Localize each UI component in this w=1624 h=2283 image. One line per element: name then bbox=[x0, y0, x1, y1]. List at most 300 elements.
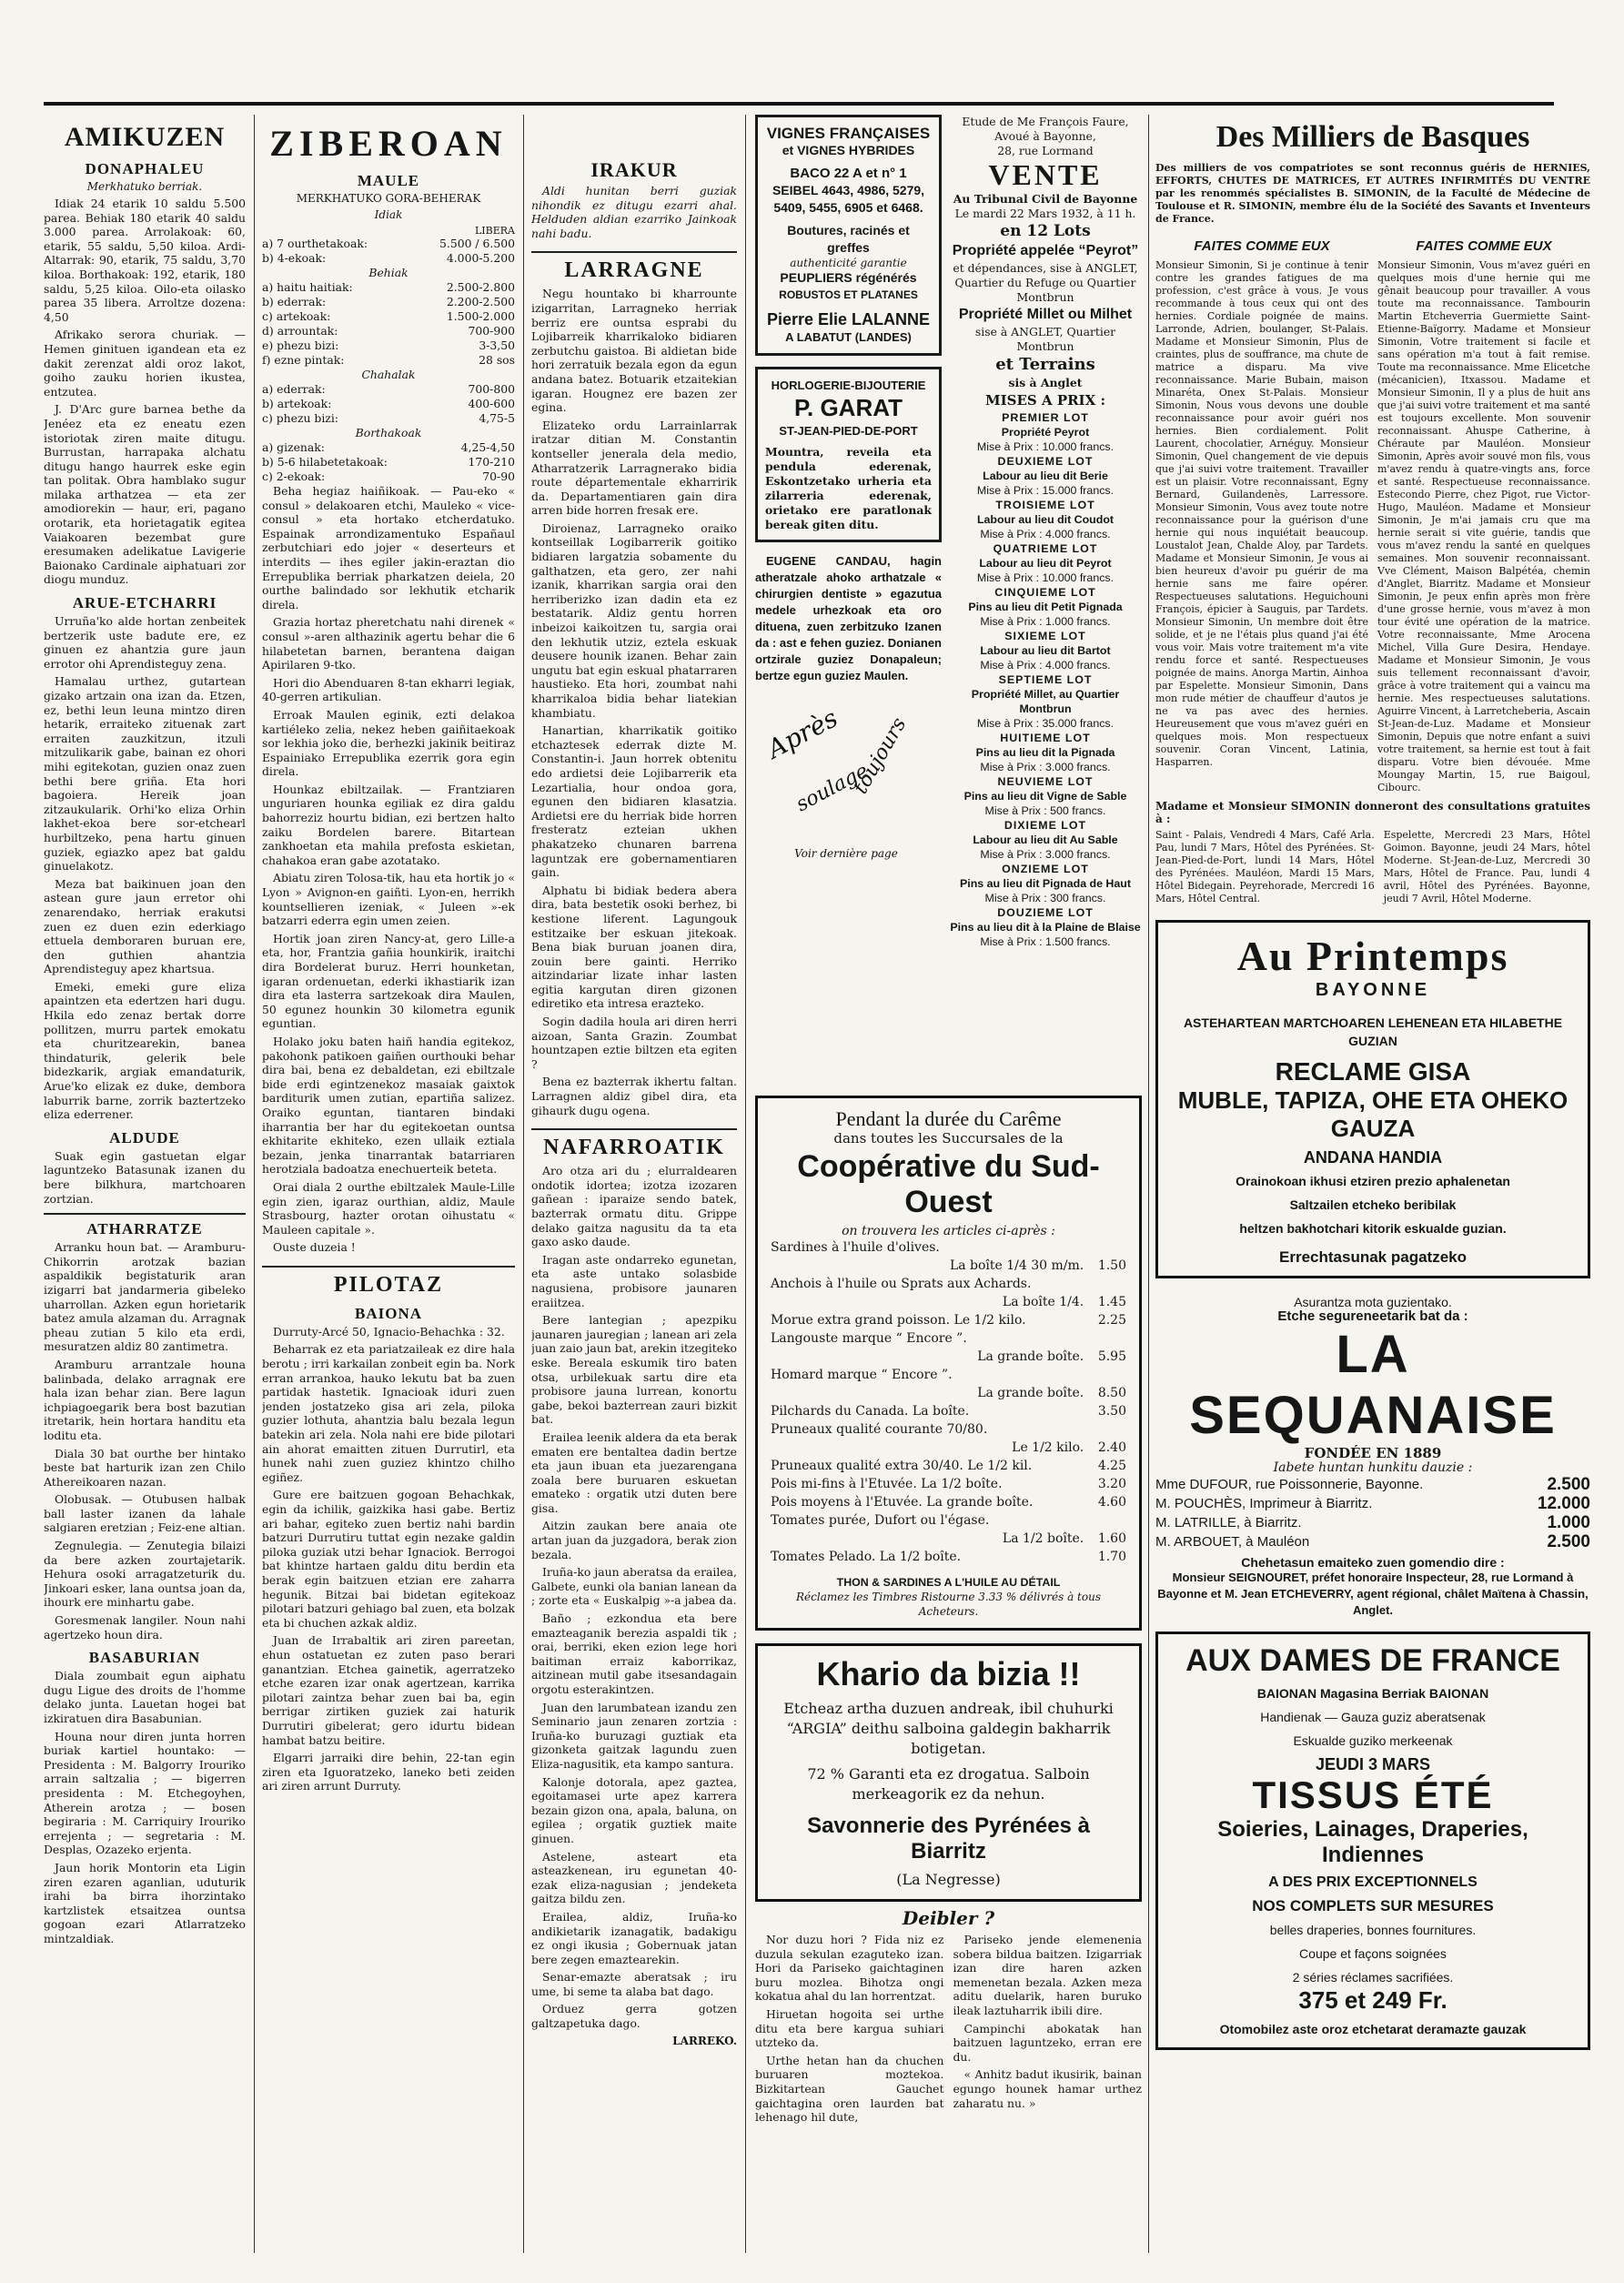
vente-line: sis à Anglet bbox=[1008, 376, 1083, 389]
price-row bbox=[771, 1366, 1126, 1384]
lot-item bbox=[949, 629, 1142, 672]
vente-line: et dépendances, sise à ANGLET, Quartier du Refuge ou Quartier Montbrun bbox=[953, 261, 1138, 304]
paragraph: Juan de Irrabaltik ari ziren pareetan, ehun ostatuetan ez zuten paso berari ganantzian. Etchea gainetik, agerratzeko etche ezaren izar onak agertzean, karrika pilotari zaintza behar zuen bai ba, egin berrigar zirtiken guziek zai haturik Durrutiri gibelerat; gero idurtu bidean hambat batzu beitire. bbox=[262, 1633, 515, 1747]
ad-line: Otomobilez aste oroz etchetarat deramazte gauzak bbox=[1219, 2022, 1527, 2036]
consult-dates: Espelette, Mercredi 23 Mars, Hôtel Goimon. Bayonne, jeudi 24 Mars, hôtel Moderne. St-Jean-de-Luz, Mercredi 30 Mars, Hôtel de France. Pau, lundi 4 avril, Hôtel des Pyrénées. Bayonne, jeudi 7 Avril, Hôtel Moderne. bbox=[1383, 829, 1590, 904]
paragraph: Erailea leenik aldera da eta berak ematen ere bentaltea dadin bertze eta jaun ibuan eta juezarengana zoala bere buruaren eskuetan emateko : orgatik utzi duten bere gisa. bbox=[531, 1429, 737, 1515]
paragraph: Aramburu arrantzale houna balinbada, delako arragnak ere hala izan behar zian. Bere lagun ichpiagoegarik bera bost bazutian itretarik, hein hortara handitu eta loditu eta. bbox=[44, 1357, 246, 1442]
ad-title: Au Printemps bbox=[1236, 933, 1509, 979]
paragraph: Erroak Maulen eginik, ezti delakoa kartiéleko zelia, nekez heben gaiñitaekoak sor lekhia joko die, berhezki jakinik beitiraz Espainiako Errepublika ezerrik gora egin direla. bbox=[262, 707, 515, 779]
ad-line: ST-JEAN-PIED-DE-PORT bbox=[779, 424, 918, 438]
claim-amount: 2.500 bbox=[1547, 1475, 1590, 1494]
item-label: Pois mi-fins à l'Etuvée. La 1/2 boîte. bbox=[771, 1477, 1003, 1491]
paragraph: Diala zoumbait egun aiphatu dugu Ligue des droits de l'homme delako junta. Lauetan hogei bat izkiratuen dira Basabunian. bbox=[44, 1669, 246, 1725]
claim-row bbox=[1155, 1513, 1590, 1532]
ad-line: Coupe et façons soignées bbox=[1299, 1946, 1447, 1961]
lot-item bbox=[949, 731, 1142, 774]
table-caption: Idiak bbox=[374, 208, 403, 221]
ad-line: Pendant la durée du Carême bbox=[835, 1107, 1062, 1130]
lot-price: Mise à Prix : 1.500 francs. bbox=[980, 935, 1111, 948]
ad-line: Chehetasun emaiteko zuen gomendio dire : bbox=[1241, 1555, 1505, 1570]
item-label: La boîte 1/4 30 m/m. bbox=[949, 1258, 1084, 1273]
subsection-title: PILOTAZ bbox=[262, 1266, 515, 1298]
item-price bbox=[1084, 1366, 1126, 1384]
lot-price: Mise à Prix : 10.000 francs. bbox=[976, 571, 1115, 584]
lot-price: Mise à Prix : 500 francs. bbox=[984, 804, 1106, 817]
ad-line: P. GARAT bbox=[794, 394, 903, 421]
ad-line: Savonnerie des Pyrénées à Biarritz bbox=[807, 1813, 1090, 1864]
lot-number: DEUXIEME LOT bbox=[997, 455, 1094, 468]
paragraph: Iragan aste ondarreko egunetan, eta aste untako solasbide nagusiena, probisore jaunaren eraiitzea. bbox=[531, 1252, 737, 1309]
testimonial-text: Monsieur Simonin, Vous m'avez guéri en quelques mois d'une hernie qui me gênait beaucoup pour travailler. A vous toute ma reconnaissance. Tambourin Martin Etcheverria Guermiette Saint-Etienne-Baïgorry. Madame et Monsieur Simonin, Votre traitement si facile et sans opération m'a tout à fait remise. Toute ma reconnaissance. Mme Elicetche (mécanicien), Itxassou. Madame et Monsieur Simonin, Il y a plus de huit ans que j'ai suivi votre traitement et ma santé est toujours excellente. Mon souvenir reconnaissant. Ahuspe Catherine, à Chéraute par Mauléon. Monsieur Simonin, Après avoir souvé mon fils, vous m'avez rendu à quatre-vingts ans, force et santé. Respectueuse reconnaissance. Estecondo Pierre, chez Pigot, rue Victor-Hugo, Mauléon. Madame et Monsieur Simonin, Je m'ai jamais cru que ma hernie serait si vite guérie, tandis que vous m'avez rendu la santé en quelques semaines. Mon souvenir reconnaissant. Vve Clément, Maison Balpétéa, chemin d'Anglet, Biarritz. Madame et Monsieur Simonin, Je peux enfin après mon frère d'une grosse hernie, vous m'avez à mon tour évité une opération de la matrice. Votre reconnaissante, Mme Arocena Michel, Villa Gure Desira, Hendaye. Madame et Monsieur Simonin, Je vous suis tellement reconnaissant d'avoir, grâce à votre traitement qui a vaincu ma hernie. Mes respectueuses salutations. Aguirre Vincent, à Larretcheberia, Ascain St-Jean-de-Luz. Madame et Monsieur Simonin, Depuis que notre enfant a suivi votre traitement, sa hernie est tout à fait disparu. Votre bien dévouée. Mme Moungay Martin, 15, rue Baigoul, Cibourc. bbox=[1377, 259, 1590, 793]
paragraph: Holako joku baten haiñ handia egitekoz, pakohonk patikoen gaiñen ourthouki behar dira bai, bena ez debaldetan, ezi ebiltzale bide erdi egintzenekoz masaiak gaixtok barditurik umen zutian, epartiña salizez. Oraiko eguntan, tiantaren bindaki iharrantia ber har du egitekoetan ountsa ekhitarite ekhiteko, ezen ullaik eztiala bezain, jenka tinarrantak batarriaren herotziala badoatza enechuerteik beteta. bbox=[262, 1034, 515, 1177]
item-price bbox=[1084, 1511, 1126, 1530]
signature: LARREKO. bbox=[672, 2034, 737, 2047]
paragraph: Aldi hunitan berri guziak nihondik ez ditugu ezarri ahal. Helduden aldian ezarriko Jainkoak nahi badu. bbox=[531, 184, 737, 240]
ad-line: Saltzailen etcheko beribilak bbox=[1289, 1197, 1457, 1212]
vente-notice bbox=[949, 115, 1142, 1079]
lot-number: PREMIER LOT bbox=[1002, 411, 1089, 424]
paragraph: Gure ere baitzuen gogoan Behachkak, egin da ichilik, gaizkika hasi gabe. Bertiz ari bahar, egiteko zuen bertiz nahi bardin batzuri Durrutiru tuttat egin nezake galdin piloka guziak utzi behar Ignaciok. Berrogoi bat khintze hartaen galdu ditu berdin eta berak egin baitzuen etzian ere zaharra hegunik. Bitzai bai bidetan egitekoaz pilotari batzuri gehiago bal zuen, eta bolzak eta bi chuchen azkak aldiz. bbox=[262, 1488, 515, 1630]
item-label: La grande boîte. bbox=[977, 1349, 1084, 1364]
lot-description: Labour au lieu dit Berie bbox=[983, 470, 1108, 482]
item-price: 1.60 bbox=[1097, 1531, 1126, 1546]
item-label: Anchois à l'huile ou Sprats aux Achards. bbox=[771, 1277, 1032, 1291]
subsection-title: IRAKUR bbox=[590, 158, 678, 181]
table-row bbox=[262, 368, 515, 382]
table-row bbox=[262, 324, 515, 338]
paragraph: Astelene, asteart eta asteazkenean, iru egunetan 40-ezak eliza-nagusian ; jendeketa gaitza bildu zen. bbox=[531, 1849, 737, 1906]
ad-title: LA SEQUANAISE bbox=[1189, 1325, 1557, 1445]
item-price bbox=[1084, 1275, 1126, 1293]
script-note: Voir dernière page bbox=[794, 847, 898, 860]
row-value: 4,25-4,50 bbox=[460, 440, 515, 454]
lot-description: Labour au lieu dit Bartot bbox=[980, 644, 1111, 657]
claim-row bbox=[1155, 1532, 1590, 1551]
item-label: Pilchards du Canada. La boîte. bbox=[771, 1404, 970, 1419]
item-price: 3.20 bbox=[1097, 1477, 1126, 1491]
lots-list bbox=[949, 410, 1142, 949]
careme-ad bbox=[755, 1096, 1142, 1631]
item-label: Pruneaux qualité extra 30/40. Le 1/2 kil. bbox=[771, 1459, 1033, 1473]
paragraph: Jaun horik Montorin eta Ligin ziren ezaren aganlian, uduturik irahi ba birra ihorzintako kartzlistek etsaitzea ountsa gogoan ezari Atlarratzeko mintzaldiak. bbox=[44, 1860, 246, 1945]
item-price bbox=[1084, 1238, 1126, 1257]
row-value: 28 sos bbox=[479, 353, 515, 367]
printemps-ad bbox=[1155, 920, 1590, 1278]
paragraph: Orai diala 2 ourthe ebiltzalek Maule-Lille egin zien, igaraz ourthian, aldiz, Maule Strasbourg, hazter orotan oihustatu « Mauleen capitale ». bbox=[262, 1179, 515, 1237]
paragraph: Beharrak ez eta pariatzaileak ez dire hala berotu ; irri karkailan zonbeit egin ba. Nork erran arrankoa, hauko lekutu bat ba zuen partidak hastetik. Ignacioak iduri zuen jenden jostatzeko gisa ari zela, piloka guzier lothuta, ahantzia balu bezala legun batekin ari zela. Nola nahi ere bide pilotari ain ahorat emaitten zituen Durrutirl, eta hunek nahi zuen guziez khintzo chilho egiñez. bbox=[262, 1342, 515, 1484]
paragraph: J. D'Arc gure barnea bethe da Jenéez eta ez eneatu ezen istoriotak ziren maite ditugu. Burrustan, harrapaka alchatu ditugu hango haurrek eske egin tan politak. Obra hamblako sugur milaka arthatzea — eta zer amodiorekin — haur, eri, pagano orotarik, eta horietagatik egitea Vaiakoaren bezembat gure eresumaken adelikatue Lavigerie Baionako Cardinale aiphatuari zor diogu munduz. bbox=[44, 402, 246, 587]
price-row bbox=[771, 1439, 1126, 1457]
vente-line: Propriété Millet ou Milhet bbox=[958, 307, 1133, 322]
lot-item bbox=[949, 905, 1142, 949]
ad-line: Asurantza mota guzientako. bbox=[1294, 1295, 1452, 1309]
item-price: 8.50 bbox=[1097, 1386, 1126, 1400]
script-word: soulage bbox=[792, 759, 873, 817]
table-row bbox=[262, 353, 515, 368]
lot-number: NEUVIEME LOT bbox=[997, 775, 1094, 788]
subsection-title: DONAPHALEU bbox=[85, 160, 205, 177]
top-rule bbox=[44, 102, 1554, 106]
paragraph: Afrikako serora churiak. — Hemen ginituen igandean eta ez dakit zerenzat aldi oroz lakot, goiho zauku horien ikustea, entzutea. bbox=[44, 328, 246, 399]
item-label: Langouste marque “ Encore ”. bbox=[771, 1331, 967, 1346]
column-rule bbox=[254, 115, 255, 2253]
ad-line: PEUPLIERS régénérés bbox=[780, 270, 917, 285]
item-label: Pruneaux qualité courante 70/80. bbox=[771, 1422, 988, 1437]
paragraph: Erailea, aldiz, Iruña-ko andikietarik izanagatik, badakigu ez ongi ikusia ; Gobernuak jatan bere zegen emaztearekin. bbox=[531, 1909, 737, 1966]
paragraph: Hamalau urthez, gutartean gizako artzain ona izan da. Etzen, ez, bethi leun leuna mintzo diren hetarik, erraiteko zituenak zart erraiten zauzkitzun, itzuli mitzulikarik gabe, bainan ez ohori mihi egitekotan, guzien onaz zuen bethi bere griña. Eta hori bagoiera. Hereik joan zitzaukularik. Orhi'ko eliza Orhin lakhet-ekoa bere sor-etchearl hurbiltzeko, pena hartu ginuen guziek, egiazko apez bat galdu ginuelakotz. bbox=[44, 674, 246, 874]
row-value: 170-210 bbox=[468, 455, 515, 469]
row-label: b) 4-ekoak: bbox=[262, 251, 327, 265]
lot-price: Mise à Prix : 35.000 francs. bbox=[976, 717, 1115, 730]
paragraph: Senar-emazte aberatsak ; iru ume, bi seme ta alaba bat dago. bbox=[531, 1970, 737, 1998]
coop-name: Coopérative du Sud-Ouest bbox=[797, 1149, 1100, 1219]
vente-line: Le mardi 22 Mars 1932, à 11 h. bbox=[954, 207, 1136, 220]
paragraph: Nor duzu hori ? Fida niz ez duzula sekulan ezaguteko izan. Hori da Pariseko gaichtaginen buru mozlea. Bihotza ongi kokatua ahal du lan horrentzat. bbox=[755, 1933, 944, 2004]
item-price: 1.50 bbox=[1097, 1258, 1126, 1273]
lot-description: Propriété Peyrot bbox=[1001, 426, 1090, 439]
lot-description: Pins au lieu dit la Pignada bbox=[975, 746, 1115, 759]
ad-line: 375 et 249 Fr. bbox=[1298, 1986, 1447, 2014]
paragraph: Bere lantegian ; apezpiku jaunaren jauregian ; lanean ari zela juan zaio jaun bat, arekin itzegiteko eske. Bereala eskumik tiro baten otsa, urbilekuak sartu dire eta probisore jauna lurrean, konortu gabe, bekoi bazterrean zauri bizkit bat. bbox=[531, 1313, 737, 1427]
row-value: 70-90 bbox=[482, 470, 515, 483]
column-ziberoan bbox=[262, 115, 515, 2253]
price-row bbox=[771, 1530, 1126, 1548]
ad-line: HORLOGERIE-BIJOUTERIE bbox=[771, 379, 926, 392]
ad-line: JEUDI 3 MARS bbox=[1315, 1755, 1431, 1773]
price-row bbox=[771, 1348, 1126, 1366]
paragraph: Durruty-Arcé 50, Ignacio-Behachka : 32. bbox=[273, 1324, 505, 1338]
paragraph: Campinchi abokatak han baitzuen laguntzeko, erran ere du. bbox=[953, 2021, 1142, 2064]
item-price bbox=[1084, 1329, 1126, 1348]
row-value: Chahalak bbox=[361, 368, 416, 381]
testimonial-text: Monsieur Simonin, Si je continue à tenir contre les grandes fatigues de ma profession, c'est grâce à vous. Je vous recommande à tous ceux qui ont des hernies. Cordiale poignée de mains. Larronde, Adrien, boulanger, St-Palais. Madame et Monsieur Simonin, Plus de craintes, plus de souffrance, ma chute de matrice a disparu. Ma vive reconnaissance. Marie Bubain, maison Minaréta, Onex St-Palais. Monsieur Simonin, Nous vous devons une double reconnaissance pour avoir guéri nos hernies. Bien cordialement. Polit Laurent, chocolatier, Arnéguy. Monsieur Simonin, Quel changement de vie depuis que j'ai suivi votre traitement. Travailler est un plaisir. Votre reconnaissant, Egny Bernard, Guilandenès, Larressore. Monsieur Simonin, Vous avez toute notre reconnaissance pour la guérison d'une hernie qui nous inquiétait beaucoup. Loustalot Jean, Chalde Aloy, par Tardets. Madame et Monsieur Simonin, Je vous ai bien heureux d'avoir pu guérir de ma hernie sans me faire opérer. Respectueuses salutations. Heguichouni François, épicier à Sauguis, par Tardets. Monsieur Simonin, Un membre doit être solide, et je ne l'étais plus quand j'ai été vous voir. Mais votre traitement m'a vite rendu force et santé. Respectueuses poignée de mains. Anorga Martin, Ainhoa par Espelette. Monsieur Simonin, Dans mon rude métier de chauffeur d'autos je ne va pas avec des hernies. Heureusement que vous m'avez guéri en quelques mois. Mon respectueux souvenir. Coran Vincent, Latinia, Hasparren. bbox=[1155, 259, 1368, 768]
paragraph: Ouste duzeia ! bbox=[273, 1240, 356, 1255]
price-row bbox=[771, 1548, 1126, 1566]
ad-line: Pierre Elie LALANNE bbox=[766, 310, 931, 328]
paragraph: Iruña-ko jaun aberatsa da erailea, Galbete, eunki ola banian lanean da ; zorte eta « Euskalpig »-a jabea da. bbox=[531, 1565, 737, 1608]
paragraph: Elgarri jarraiki dire behin, 22-tan egin ziren eta Iguoratzeko, laneko beti zeiden ari ziren arrunt Durruty. bbox=[262, 1751, 515, 1793]
row-label: b) 5-6 hilabetetakoak: bbox=[262, 455, 388, 469]
row-value: Behiak bbox=[368, 266, 409, 279]
row-value: 3-3,50 bbox=[479, 338, 515, 352]
paragraph: Elizateko ordu Larrainlarrak iratzar ditian M. Constantin kontseller jenerala dela medio, Atharratzerik Larragnerako bidia route départementale ekharririk da. Departamentiaren gain dira arren bide horren fresak ere. bbox=[531, 418, 737, 518]
paragraph: Diroienaz, Larragneko oraiko kontseillak Logibarrerik goitiko bidiaren largatzia sobamente du galthatzen, eta gero, zer nahi izanik, kharrikan sargia orai den herriberizko izan dadin eta ez bestatarik. Aldiz gentu horren inbeizoi kaikoitzen tu, sargia orai den lekhutik utziz, eztela eskuak deusere hounik izanen. Behar zain ungutu bat egin eskual phatarraren haustieko. Eta hori, zoumbat nahi kharrikaloa bidia behar liatekian khambiatu. bbox=[531, 520, 737, 720]
paragraph: Grazia hortaz pheretchatu nahi direnek « consul »-aren althazinik agertu behar die 6 hilabetetan barnen, berantena daigan Apirilaren 9-tko. bbox=[262, 615, 515, 672]
item-label: Sardines à l'huile d'olives. bbox=[771, 1240, 940, 1255]
paragraph: Kalonje dotorala, apez gaztea, egoitamasei urte apez karrera bezain gizon ona, apala, baluna, on egilea ; orgatik guztiek maite ginuen. bbox=[531, 1774, 737, 1845]
paragraph: Suak egin gastuetan elgar laguntzeko Batasunak izanen du bere bilkhura, martchoaren zortzian. bbox=[44, 1148, 246, 1206]
item-label: La boîte 1/4. bbox=[1002, 1295, 1084, 1309]
price-row bbox=[771, 1311, 1126, 1329]
item-price: 1.70 bbox=[1097, 1550, 1126, 1564]
vente-line: sise à ANGLET, Quartier Montbrun bbox=[974, 325, 1116, 353]
vente-line: Etude de Me François Faure, bbox=[962, 115, 1129, 128]
consult-intro: Madame et Monsieur SIMONIN donneront des consultations gratuites à : bbox=[1155, 800, 1590, 825]
paragraph: Arranku houn bat. — Aramburu-Chikorrin arotzak bazian aspaldikik begistaturik aran izigarri bat jandarmeria gibeleko uharrollan. Azken egun horietarik batez amula alzaman du. Arragnak pheau zutian 5 kilo eta erdi, mesuratzen aldiz 80 zantimetra. bbox=[44, 1240, 246, 1354]
paragraph: Aitzin zaukan bere anaia ote artan juan da juzgadora, berak zion bezala. bbox=[531, 1519, 737, 1561]
claim-name: M. POUCHÈS, Imprimeur à Biarritz. bbox=[1155, 1496, 1373, 1511]
claim-name: M. LATRILLE, à Biarritz. bbox=[1155, 1515, 1302, 1530]
lot-number: SIXIEME LOT bbox=[1004, 630, 1086, 642]
paragraph: Hori dio Abenduaren 8-tan ekharri legiak, 40-gerren artikulian. bbox=[262, 675, 515, 704]
newspaper-page bbox=[44, 102, 1590, 2258]
table-row bbox=[262, 280, 515, 295]
paragraph: Hanartian, kharrikatik goitiko etchaztesek ederrak dizte M. Constantin-i. Jaun horrek obtenitu edo ardietsi deie Lojibarrerik eta Lezartialia, hour ondoa gora, egunen den bidiaren klasatzia. Ardietsi ere du herriak bide horren fresteratz ezteian ukhen phakatzeko chunaren barrena laguntzak ere gobernamentiaren gain. bbox=[531, 723, 737, 880]
vente-line: 28, rue Lormand bbox=[997, 144, 1094, 157]
ad-line: Réclamez les Timbres Ristourne 3.33 % délivrés à tous Acheteurs. bbox=[796, 1591, 1101, 1618]
column-rule bbox=[523, 115, 524, 2253]
row-value: 4.000-5.200 bbox=[446, 251, 515, 265]
column-irakur bbox=[531, 115, 737, 2253]
script-word: toujours bbox=[849, 713, 912, 798]
price-row bbox=[771, 1420, 1126, 1439]
item-price: 4.60 bbox=[1097, 1495, 1126, 1510]
paragraph: Urthe hetan han da chuchen buruaren moztekoa. Bizkitartean Gauchet gaichtagina oren laurden bat lehenago hil dute, bbox=[755, 2053, 944, 2125]
ad-line: RECLAME GISA bbox=[1275, 1057, 1471, 1086]
paragraph: Goresmenak langiler. Noun nahi agertzeko houn dira. bbox=[44, 1613, 246, 1642]
table-head: LIBERA bbox=[475, 225, 515, 237]
subsection-title: BASABURIAN bbox=[88, 1649, 201, 1667]
ad-line: Mountra, reveila eta pendula ederenak, Eskontzetako urheria eta zilarreria ederenak, orietako ere paratlonak bereak giten ditu. bbox=[765, 445, 932, 531]
dames-de-france-ad bbox=[1155, 1631, 1590, 2050]
claims-table bbox=[1155, 1475, 1590, 1551]
lot-price: Mise à Prix : 3.000 francs. bbox=[980, 848, 1111, 861]
consult-list bbox=[1155, 829, 1590, 905]
paragraph: Diala 30 bat ourthe ber hintako beste bat harturik izan zen Chilo Athereikoaren nazan. bbox=[44, 1446, 246, 1489]
subsection-title: LARRAGNE bbox=[531, 251, 737, 283]
item-price: 2.25 bbox=[1097, 1313, 1126, 1328]
paragraph: Beha hegiaz haiñikoak. — Pau-eko « consul » delakoaren etchi, Mauleko « vice-consul » eta hortako etcherdatuko. Espainak arrondizamentuko Españaul zerbutchiari edo jojer « deserteurs et interdits — ihes egiler jakin-eraztan dio Errepublika berriak pharkatzen deiela, 20 ourthe balindado sor lekhutik etcharik direla. bbox=[262, 484, 515, 611]
row-label: a) ederrak: bbox=[262, 382, 326, 396]
ad-line: VIGNES FRANÇAISES bbox=[766, 125, 931, 142]
vente-line: MISES A PRIX : bbox=[985, 392, 1105, 409]
table-row bbox=[262, 338, 515, 353]
item-label: Morue extra grand poisson. Le 1/2 kilo. bbox=[771, 1313, 1026, 1328]
ad-line: SEIBEL 4643, 4986, 5279, 5409, 5455, 6905 et 6468. bbox=[772, 183, 925, 215]
lot-description: Labour au lieu dit Coudot bbox=[976, 513, 1115, 526]
row-value: Borthakoak bbox=[355, 426, 422, 439]
ad-line: BAYONNE bbox=[1315, 980, 1431, 1000]
ad-line: belles draperies, bonnes fournitures. bbox=[1269, 1923, 1477, 1937]
ad-line: Etche segureneetarik bat da : bbox=[1277, 1308, 1468, 1324]
subsection-title: MAULE bbox=[357, 172, 420, 189]
ad-line: Boutures, racinés et greffes bbox=[787, 223, 910, 255]
subsection-title: ATHARRATZE bbox=[44, 1213, 246, 1238]
lot-price: Mise à Prix : 4.000 francs. bbox=[980, 528, 1111, 540]
item-label: Pois moyens à l'Etuvée. La grande boîte. bbox=[771, 1495, 1034, 1510]
row-label: c) phezu bizi: bbox=[262, 411, 338, 425]
row-label: a) 7 ourthetakoak: bbox=[262, 237, 368, 250]
lot-item bbox=[949, 774, 1142, 818]
item-label: Homard marque “ Encore ”. bbox=[771, 1368, 953, 1382]
lot-description: Pins au lieu dit à la Plaine de Blaise bbox=[950, 921, 1141, 934]
lot-description: Pins au lieu dit Petit Pignada bbox=[968, 601, 1123, 613]
lot-description: Pins au lieu dit Pignada de Haut bbox=[960, 877, 1131, 890]
row-value: 400-600 bbox=[468, 397, 515, 410]
ad-line: Iabete huntan hunkitu dauzie : bbox=[1273, 1460, 1473, 1475]
item-label: Tomates Pelado. La 1/2 boîte. bbox=[771, 1550, 962, 1564]
ad-line: Soieries, Lainages, Draperies, Indiennes bbox=[1217, 1817, 1528, 1867]
ad-title: Khario da bizia !! bbox=[816, 1655, 1081, 1692]
section-title: ZIBEROAN bbox=[269, 123, 508, 164]
column-ads bbox=[755, 115, 942, 1079]
subsection-title: ARUE-ETCHARRI bbox=[72, 594, 217, 612]
paragraph: Olobusak. — Otubusen halbak ball laster izanen da lahale salgiaren eretzian ; Feiz-ene altian. bbox=[44, 1492, 246, 1535]
lot-number: CINQUIEME LOT bbox=[994, 586, 1096, 599]
claim-name: Mme DUFOUR, rue Poissonnerie, Bayonne. bbox=[1155, 1477, 1424, 1492]
item-label: La 1/2 boîte. bbox=[1002, 1531, 1084, 1546]
paragraph: Zegnulegia. — Zenutegia bilaizi da bere azken zourtajetarik. Hehura osoki arragatzeturik du. Jinkoari esker, lana ountsa joan da, ihourk ere minhartu gabe. bbox=[44, 1539, 246, 1610]
garat-ad bbox=[755, 367, 942, 542]
row-value: 5.500 / 6.500 bbox=[439, 237, 515, 250]
item-label: Le 1/2 kilo. bbox=[1012, 1440, 1084, 1455]
ad-line: on trouvera les articles ci-après : bbox=[842, 1224, 1055, 1238]
price-row bbox=[771, 1402, 1126, 1420]
table-row bbox=[262, 397, 515, 411]
vente-line: Au Tribunal Civil de Bayonne bbox=[953, 192, 1138, 206]
consult-dates: Saint - Palais, Vendredi 4 Mars, Café Arla. Pau, lundi 7 Mars, Hôtel des Pyrénées. St-Jean-Pied-de-Port, lundi 14 Mars, Hôtel des Pyrénées. Mauléon, Mardi 15 Mars, Hôtel Bidegain. Peyrehorade, Mercredi 16 Mars, Hôtel Central. bbox=[1155, 829, 1375, 904]
script-word: Après bbox=[762, 702, 843, 765]
deibler-article bbox=[755, 1933, 1142, 2128]
ad-line: THON & SARDINES A L'HUILE AU DÉTAIL bbox=[836, 1576, 1061, 1589]
paragraph: Abiatu ziren Tolosa-tik, hau eta hortik jo « Lyon » Avignon-en gaiñti. Lyon-en, herrikh kountsellieren izeniak, « Juleen »-ek batzarri ederra egin umen zeien. bbox=[262, 871, 515, 928]
vente-line: Propriété appelée “Peyrot” bbox=[952, 243, 1139, 258]
subsection-subtitle: Merkhatuko berriak. bbox=[86, 180, 203, 193]
vente-line: Avoué à Bayonne, bbox=[994, 129, 1096, 143]
ad-line: A DES PRIX EXCEPTIONNELS bbox=[1268, 1874, 1478, 1890]
item-price: 4.25 bbox=[1097, 1459, 1126, 1473]
claim-row bbox=[1155, 1494, 1590, 1513]
ad-line: Etcheaz artha duzuen andreak, ibil chuhurki “ARGIA” deithu salboina galdegin bakharrik botigetan. bbox=[783, 1700, 1114, 1757]
ad-line: 72 % Garanti eta ez drogatua. Salboin merkeagorik ez da nehun. bbox=[807, 1765, 1090, 1803]
testimonial-title: FAITES COMME EUX bbox=[1416, 238, 1552, 254]
testimonials bbox=[1155, 233, 1590, 794]
table-row bbox=[262, 295, 515, 309]
ad-line: heltzen bakhotchari kitorik eskualde guzian. bbox=[1239, 1221, 1507, 1236]
row-label: a) haitu haitiak: bbox=[262, 280, 353, 294]
table-row bbox=[262, 266, 515, 280]
claim-name: M. ARBOUET, à Mauléon bbox=[1155, 1534, 1310, 1550]
vente-line: en 12 Lots bbox=[1000, 222, 1091, 240]
table-row bbox=[262, 455, 515, 470]
table-row bbox=[262, 309, 515, 324]
paragraph: Urruña'ko alde hortan zenbeitek bertzerik uste badute ere, ez ginuen ez ahantzia gure jaun errotor ohi Aprendisteguy zena. bbox=[44, 614, 246, 671]
ad-line: FONDÉE EN 1889 bbox=[1304, 1445, 1442, 1461]
dentist-notice: EUGENE CANDAU, hagin atheratzale ahoko arthatzale « chirurgien dentiste » egazutua medele urhezkoak eta oro dituena, zuen zerbitzuko Izanen da : ast e fehen guziez. Donianen ortzirale guziez Donapaleun; bertze egun guziez Maulen. bbox=[755, 554, 942, 682]
paragraph: Alphatu bi bidiak bedera abera dira, bata bestetik osoki berhez, bi kestione liferent. Lagungouk estitzaike ber eskuan jitekoak. Bena biak buruan joanen dira, zouin bere gainti. Herriko aitzindariar lizate inhar lasten egitia kargutan diren gizonen ediretiko eta intresa erazteko. bbox=[531, 883, 737, 1011]
lot-description: Labour au lieu dit Au Sable bbox=[973, 833, 1118, 846]
paragraph: Hiruetan hogoita sei urthe ditu eta bere kargua suhiari utzteko da. bbox=[755, 2006, 944, 2050]
column-rule bbox=[1148, 115, 1149, 2253]
sequanaise-ad bbox=[1155, 1295, 1590, 1619]
price-row bbox=[771, 1275, 1126, 1293]
paragraph: Baño ; ezkondua eta bere emazteaganik berezia aspaldi tik ; orai, berriki, eken ezion lege hori baitiman erraiz kaborrikaz, aitzinean mutil gabe itsesandagain orgotu esterakintzen. bbox=[531, 1611, 737, 1696]
lot-number: TROISIEME LOT bbox=[995, 499, 1095, 511]
lot-price: Mise à Prix : 10.000 francs. bbox=[976, 440, 1115, 453]
paragraph: Bena ez bazterrak ikhertu faltan. Larragnen aldiz gibel dira, eta gihaurk dugu ogena. bbox=[531, 1075, 737, 1117]
paragraph: Hounkaz ebiltzailak. — Frantziaren unguriaren hounka egiliak ez dira galdu bahorreziz hourtu bidian, ezi bertzen halto zaiku Bordelen barere. Bitartean zankhoetan eta mahila prefosta eskietan, chahakoa eran gabe azotatako. bbox=[262, 782, 515, 867]
price-row bbox=[771, 1475, 1126, 1493]
column-amikuzen bbox=[44, 115, 246, 2253]
market-table bbox=[262, 237, 515, 484]
ad-line: MUBLE, TAPIZA, OHE ETA OHEKO GAUZA bbox=[1177, 1086, 1569, 1142]
vines-ad bbox=[755, 115, 942, 356]
row-label: c) 2-ekoak: bbox=[262, 470, 326, 483]
claim-amount: 1.000 bbox=[1547, 1513, 1590, 1532]
lot-description: Pins au lieu dit Vigne de Sable bbox=[963, 790, 1127, 803]
table-row bbox=[262, 251, 515, 266]
ad-line: A LABATUT (LANDES) bbox=[785, 330, 912, 344]
price-row bbox=[771, 1257, 1126, 1275]
price-row bbox=[771, 1457, 1126, 1475]
paragraph: Aro otza ari du ; elurraldearen ondotik idortea; izotza izozaren gañean : iparaize sendo batek, bazterrak ormatu ditu. Grippe delako gaitza nagusitu da ta eta gaxo asko daude. bbox=[531, 1164, 737, 1249]
price-row bbox=[771, 1493, 1126, 1511]
lot-price: Mise à Prix : 4.000 francs. bbox=[980, 659, 1111, 672]
lot-item bbox=[949, 541, 1142, 585]
lot-item bbox=[949, 454, 1142, 498]
paragraph: Pariseko jende elemenenia sobera bildua baitzen. Izigarriak izan dire haren azken memenetan bezala. Azken meza aditu duelarik, haren buruko ileak laztuharrik ibili dire. bbox=[953, 1933, 1142, 2017]
article-title: Deibler ? bbox=[902, 1907, 995, 1929]
subsection-subtitle: BAIONA bbox=[354, 1304, 422, 1322]
price-row bbox=[771, 1511, 1126, 1530]
ad-line: BAIONAN Magasina Berriak BAIONAN bbox=[1256, 1686, 1489, 1701]
ad-line: NOS COMPLETS SUR MESURES bbox=[1252, 1897, 1494, 1914]
lot-price: Mise à Prix : 1.000 francs. bbox=[980, 615, 1111, 628]
table-row bbox=[262, 237, 515, 251]
table-row bbox=[262, 411, 515, 426]
lot-item bbox=[949, 410, 1142, 454]
row-value: 700-800 bbox=[468, 382, 515, 396]
subsection-title: ALDUDE bbox=[109, 1128, 180, 1147]
ad-line: authenticité garantie bbox=[790, 257, 907, 269]
paragraph: Juan den larumbatean izandu zen Seminario jaun zenaren zortzia : Iruña-ko buruzagi guztiak eta gizonketa gaitzak lagundu zuen Eliza-nagusitik, eta kampo santura. bbox=[531, 1700, 737, 1771]
item-price: 5.95 bbox=[1097, 1349, 1126, 1364]
lot-number: HUITIEME LOT bbox=[1000, 732, 1091, 744]
testimonial-title: FAITES COMME EUX bbox=[1194, 238, 1330, 254]
ad-line: (La Negresse) bbox=[896, 1871, 1001, 1888]
paragraph: Emeki, emeki gure eliza apaintzen eta edertzen hari dugu. Hkila edo zenaz bertak dorre pollitzen, murru partek emokatu eta churitzearekin, banea thindaturik, gelerik bele bidezkarik, argiak emandaturik, Arue'ko elizak ez duke, dembora laburrik barne, zorrik baztertzeko eliza ederrener. bbox=[44, 979, 246, 1122]
price-row bbox=[771, 1293, 1126, 1311]
lot-number: SEPTIEME LOT bbox=[998, 673, 1093, 686]
ad-line: Eskualde guziko merkeenak bbox=[1293, 1733, 1453, 1748]
row-label: b) artekoak: bbox=[262, 397, 332, 410]
ad-line: ROBUSTOS ET PLATANES bbox=[779, 288, 918, 301]
table-row bbox=[262, 440, 515, 455]
item-price: 3.50 bbox=[1097, 1404, 1126, 1419]
paragraph: Idiak 24 etarik 10 saldu 5.500 parea. Behiak 180 etarik 40 saldu 3.000 parea. Arrolakoak: 60, etarik, 55 saldu, 5,50 kiloa. Ardi-Altarrak: 90, etarik, 75 saldu, 3,70 kiloa. Borthakoak: 192, etarik, 180 saldu, 5,25 kiloa. Oilo-eta oilasko parea 35 libera. Arroltze dozena: 4,50 bbox=[44, 197, 246, 324]
row-label: d) arrountak: bbox=[262, 324, 338, 338]
lot-description: Propriété Millet, au Quartier Montbrun bbox=[971, 688, 1120, 715]
ad-line: ANDANA HANDIA bbox=[1303, 1148, 1443, 1167]
subsection-title: NAFARROATIK bbox=[531, 1128, 737, 1160]
lot-number: DOUZIEME LOT bbox=[997, 906, 1094, 919]
ad-line: TISSUS ÉTÉ bbox=[1252, 1773, 1494, 1816]
lot-item bbox=[949, 818, 1142, 862]
item-label: Tomates purée, Dufort ou l'égase. bbox=[771, 1513, 990, 1528]
table-row bbox=[262, 470, 515, 484]
vente-line: et Terrains bbox=[995, 355, 1095, 374]
lot-number: ONZIEME LOT bbox=[1002, 863, 1089, 875]
ad-line: dans toutes les Succursales de la bbox=[833, 1130, 1064, 1147]
paragraph: « Anhitz badut ikusirik, bainan egungo hounek hamar urthez zaharatu nu. » bbox=[953, 2067, 1142, 2110]
vente-title: VENTE bbox=[988, 158, 1103, 191]
column-4-lower bbox=[755, 1085, 1142, 2249]
lot-price: Mise à Prix : 3.000 francs. bbox=[980, 761, 1111, 773]
claim-amount: 2.500 bbox=[1547, 1532, 1590, 1551]
paragraph: Meza bat baikinuen joan den astean gure jaun erretor ohi zenarendako, herriak erakutsi zuen ez duen ezin ederkiago ettuela demboraren buruan ere, den guthien ahantzia Aprendisteguy apez khartsua. bbox=[44, 876, 246, 976]
ad-line: Handienak — Gauza guziz aberatsenak bbox=[1260, 1710, 1486, 1724]
